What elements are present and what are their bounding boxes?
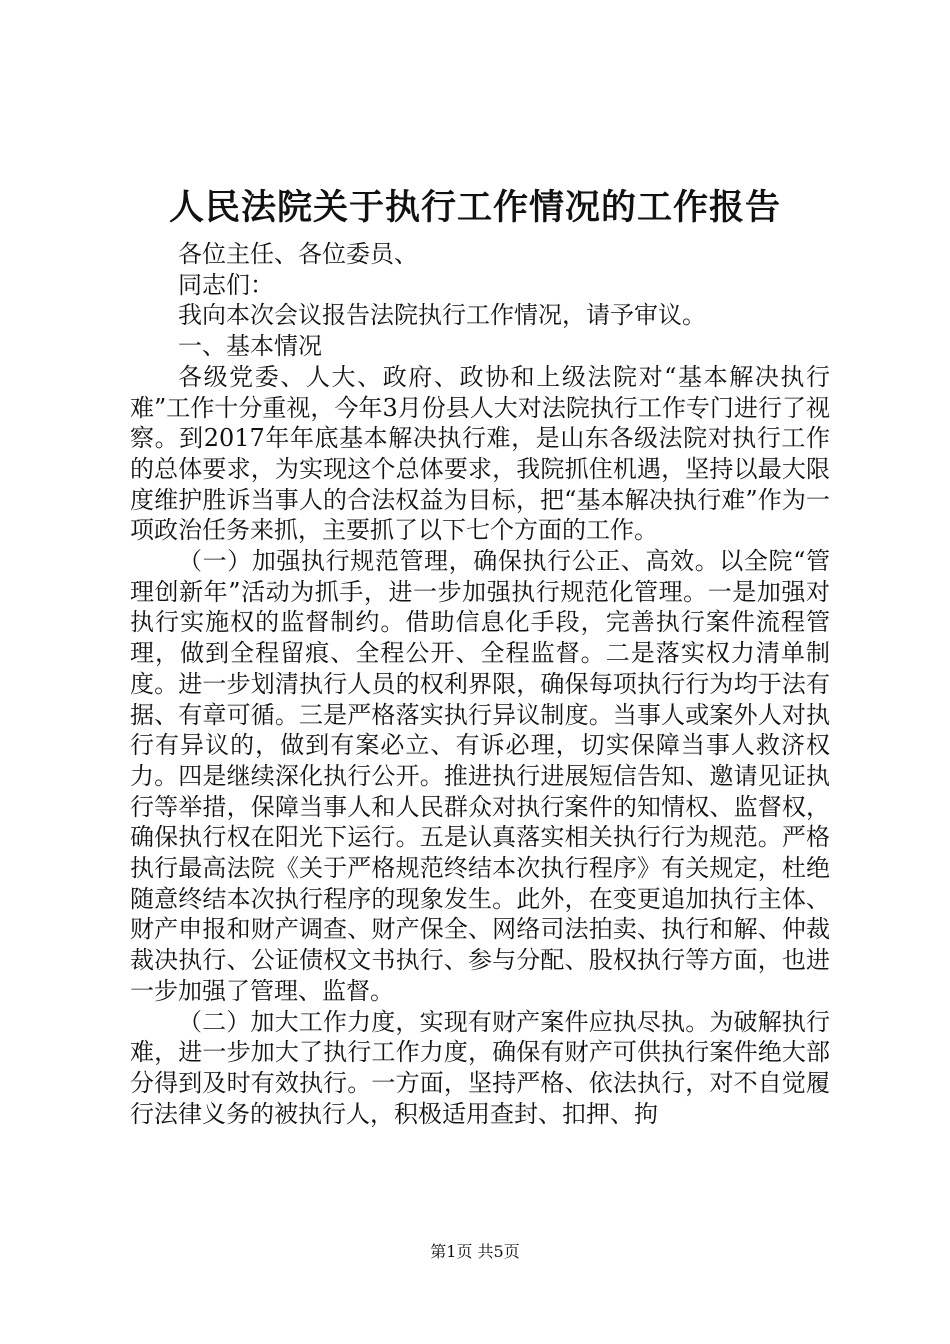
document-body — [130, 239, 830, 1129]
document-title: 人民法院关于执行工作情况的工作报告 — [168, 187, 781, 228]
body-paragraph: （二）加大工作力度，实现有财产案件应执尽执。为破解执行难，进一步加大了执行工作力度，确保有财产可供执行案件绝大部分得到及时有效执行。一方面，坚持严格、依法执行，对不自觉履行法律义务的被执行人，积极适用查封、扣押、拘 — [130, 1007, 830, 1128]
salutation-line-2: 同志们： — [178, 270, 274, 299]
salutation-line-1: 各位主任、各位委员、 — [178, 240, 418, 268]
page-number-footer: 第1页 共5页 — [430, 1242, 520, 1261]
intro-paragraph: 我向本次会议报告法院执行工作情况，请予审议。 — [178, 301, 706, 330]
body-paragraph: （一）加强执行规范管理，确保执行公正、高效。以全院“管理创新年”活动为抓手，进一步加强执行规范化管理。一是加强对执行实施权的监督制约。借助信息化手段，完善执行案件流程管理，做到全程留痕、全程公开、全程监督。二是落实权力清单制度。进一步划清执行人员的权利界限，确保每项执行行为均于法有据、有章可循。三是严格落实执行异议制度。当事人或案外人对执行有异议的，做到有案必立、有诉必理，切实保障当事人救济权力。四是继续深化执行公开。推进执行进展短信告知、邀请见证执行等举措，保障当事人和人民群众对执行案件的知情权、监督权，确保执行权在阳光下运行。五是认真落实相关执行行为规范。严格执行最高法院《关于严格规范终结本次执行程序》有关规定，杜绝随意终结本次执行程序的现象发生。此外，在变更追加执行主体、财产申报和财产调查、财产保全、网络司法拍卖、执行和解、仲裁裁决执行、公证债权文书执行、参与分配、股权执行等方面，也进一步加强了管理、监督。 — [130, 547, 830, 1005]
section-heading: 一、基本情况 — [178, 332, 322, 361]
body-paragraph: 各级党委、人大、政府、政协和上级法院对“基本解决执行难”工作十分重视，今年3月份县人大对法院执行工作专门进行了视察。到2017年年底基本解决执行难，是山东各级法院对执行工作的总体要求，为实现这个总体要求，我院抓住机遇，坚持以最大限度维护胜诉当事人的合法权益为目标，把“基本解决执行难”作为一项政治任务来抓，主要抓了以下七个方面的工作。 — [130, 362, 830, 545]
